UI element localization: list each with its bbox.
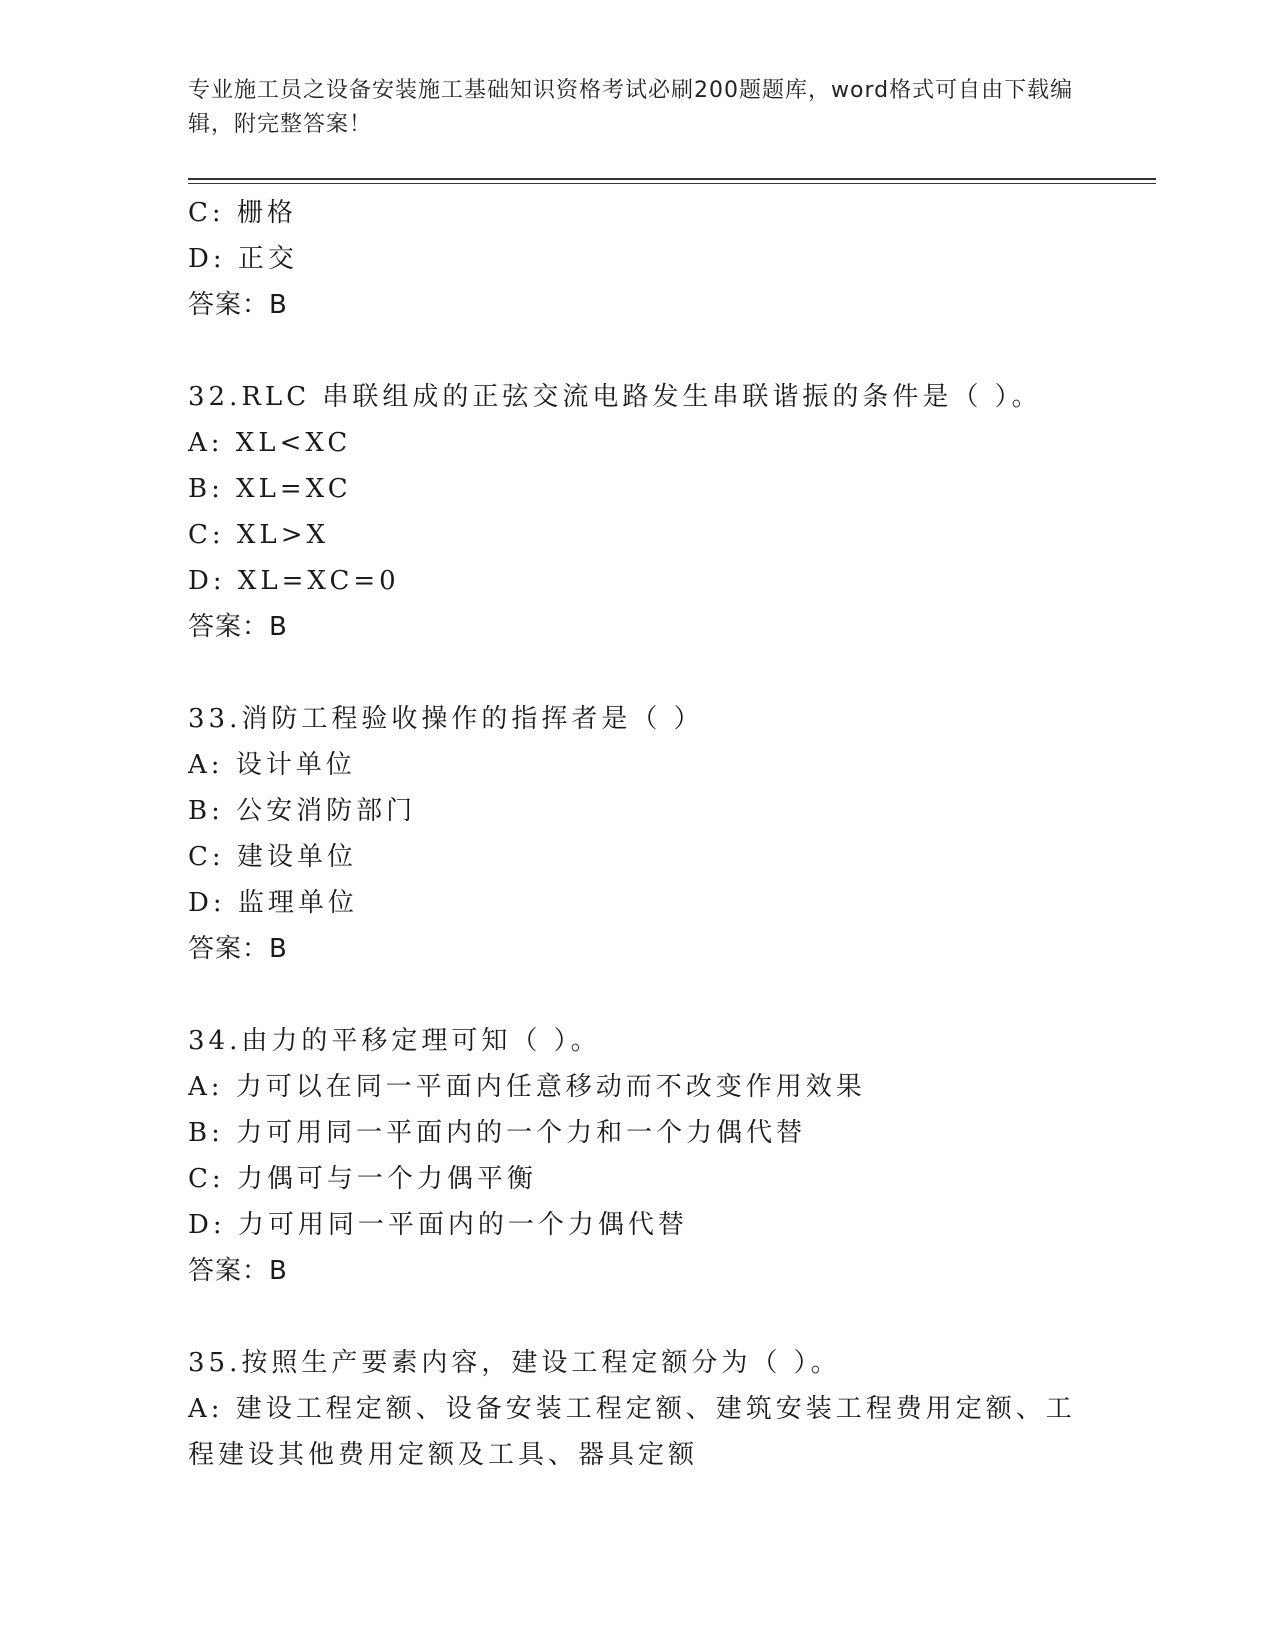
spacer: [188, 328, 1088, 374]
header-rule-thin: [188, 183, 1156, 184]
q34-option-b: B: 力可用同一平面内的一个力和一个力偶代替: [188, 1118, 807, 1148]
q32-question: 32.RLC 串联组成的正弦交流电路发生串联谐振的条件是（ ）。: [188, 382, 1042, 412]
prev-option-d: D: 正交: [188, 244, 298, 274]
q34-option-d: D: 力可用同一平面内的一个力偶代替: [188, 1210, 688, 1240]
spacer: [188, 972, 1088, 1018]
q33-option-b: B: 公安消防部门: [188, 796, 417, 826]
q33-option-a: A: 设计单位: [188, 750, 356, 780]
q34-option-c: C: 力偶可与一个力偶平衡: [188, 1164, 537, 1194]
q35-option-a: A: 建设工程定额、设备安装工程定额、建筑安装工程费用定额、工程建设其他费用定额及工具、器具定额: [188, 1394, 1076, 1470]
q33-option-c: C: 建设单位: [188, 842, 357, 872]
q32-answer: 答案：B: [188, 612, 288, 642]
spacer: [188, 650, 1088, 696]
q32-option-c: C: XL>X: [188, 520, 329, 550]
question-list: [188, 190, 1088, 1478]
prev-option-c: C: 栅格: [188, 198, 297, 228]
prev-answer: 答案：B: [188, 290, 288, 320]
q32-option-d: D: XL=XC=0: [188, 566, 400, 596]
q32-option-a: A: XL<XC: [188, 428, 352, 458]
header-rule-thick: [188, 178, 1156, 180]
document-header: 专业施工员之设备安装施工基础知识资格考试必刷200题题库，word格式可自由下载编辑，附完整答案！: [188, 78, 1074, 137]
q34-question: 34.由力的平移定理可知（ ）。: [188, 1026, 601, 1056]
spacer: [188, 1294, 1088, 1340]
q33-answer: 答案：B: [188, 934, 288, 964]
q34-answer: 答案：B: [188, 1256, 288, 1286]
q33-question: 33.消防工程验收操作的指挥者是（ ）: [188, 704, 704, 734]
q32-option-b: B: XL=XC: [188, 474, 352, 504]
q33-option-d: D: 监理单位: [188, 888, 358, 918]
q34-option-a: A: 力可以在同一平面内任意移动而不改变作用效果: [188, 1072, 866, 1102]
q35-question: 35.按照生产要素内容，建设工程定额分为（ ）。: [188, 1348, 841, 1378]
